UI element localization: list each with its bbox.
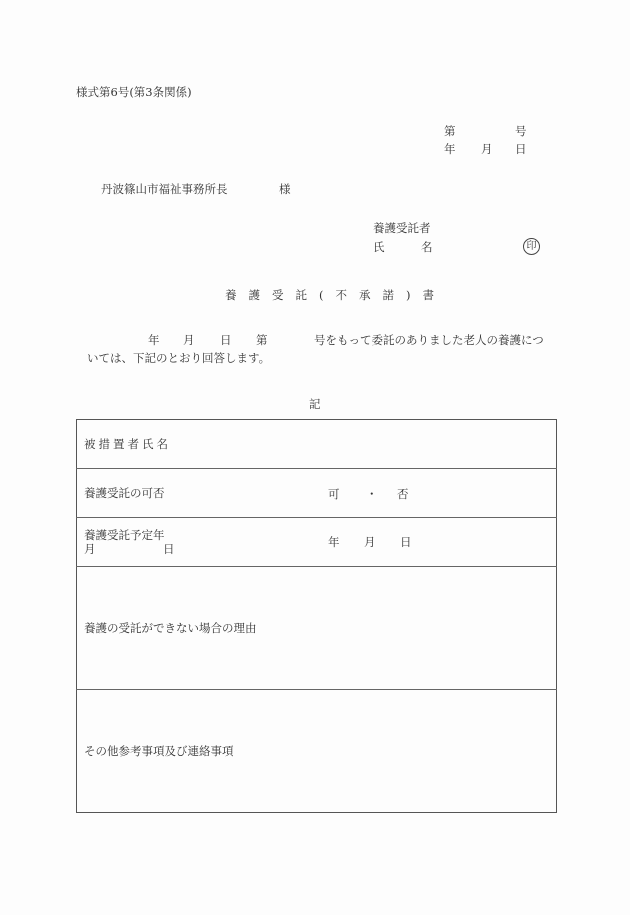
scheduled-date-label-line2	[84, 542, 556, 556]
ki-heading: 記	[309, 397, 321, 411]
body-number-prefix: 第	[256, 333, 268, 347]
title-char: )	[406, 288, 411, 302]
title-char: 護	[248, 288, 260, 302]
subject-name-label: 被措置者氏名	[84, 437, 171, 451]
table-row	[77, 567, 557, 690]
option-separator: ・	[366, 487, 378, 501]
number-suffix: 号	[515, 124, 527, 138]
title-char: 諾	[382, 288, 394, 302]
title-char: 承	[359, 288, 371, 302]
option-no[interactable]: 否	[397, 487, 409, 501]
scheduled-date-cell	[77, 518, 557, 567]
addressee-name: 丹波篠山市福祉事務所長	[101, 182, 228, 196]
title-char: 養	[225, 288, 237, 302]
date-day-field[interactable]: 日	[400, 535, 412, 549]
record-table	[76, 419, 557, 813]
sender-name-label-2: 名	[421, 240, 433, 254]
date-year: 年	[444, 142, 456, 156]
body-month: 月	[183, 333, 195, 347]
acceptance-cell	[77, 469, 557, 518]
reason-label: 養護の受託ができない場合の理由	[84, 621, 257, 635]
subject-name-cell[interactable]	[77, 420, 557, 469]
label-day: 日	[163, 542, 175, 556]
sender-name-label-1: 氏	[373, 240, 385, 254]
option-yes[interactable]: 可	[328, 487, 340, 501]
table-row	[77, 690, 557, 813]
title-char: 書	[422, 288, 434, 302]
scheduled-date-label-line1: 養護受託予定年	[84, 528, 165, 542]
date-day: 日	[515, 142, 527, 156]
title-char: 託	[295, 288, 307, 302]
notes-label: その他参考事項及び連絡事項	[84, 744, 234, 758]
document-title	[225, 288, 446, 302]
date-month-field[interactable]: 月	[364, 535, 376, 549]
label-month: 月	[84, 542, 96, 556]
reason-cell[interactable]	[77, 567, 557, 690]
number-prefix: 第	[444, 124, 456, 138]
table-row	[77, 420, 557, 469]
date-month: 月	[481, 142, 493, 156]
body-line2: いては、下記のとおり回答します。	[87, 351, 271, 365]
seal-icon: 印	[523, 238, 540, 255]
title-char: 受	[272, 288, 284, 302]
body-year: 年	[148, 333, 160, 347]
addressee-honorific: 様	[279, 182, 291, 196]
body-day: 日	[220, 333, 232, 347]
title-char: (	[319, 288, 324, 302]
form-number: 様式第6号(第3条関係)	[76, 85, 192, 99]
title-char: 不	[335, 288, 347, 302]
notes-cell[interactable]	[77, 690, 557, 813]
acceptance-label: 養護受託の可否	[84, 486, 165, 500]
sender-label: 養護受託者	[373, 221, 431, 235]
date-year-field[interactable]: 年	[328, 535, 340, 549]
table-row	[77, 518, 557, 567]
table-row	[77, 469, 557, 518]
body-line1: 号をもって委託のありました老人の養護につ	[314, 333, 544, 347]
